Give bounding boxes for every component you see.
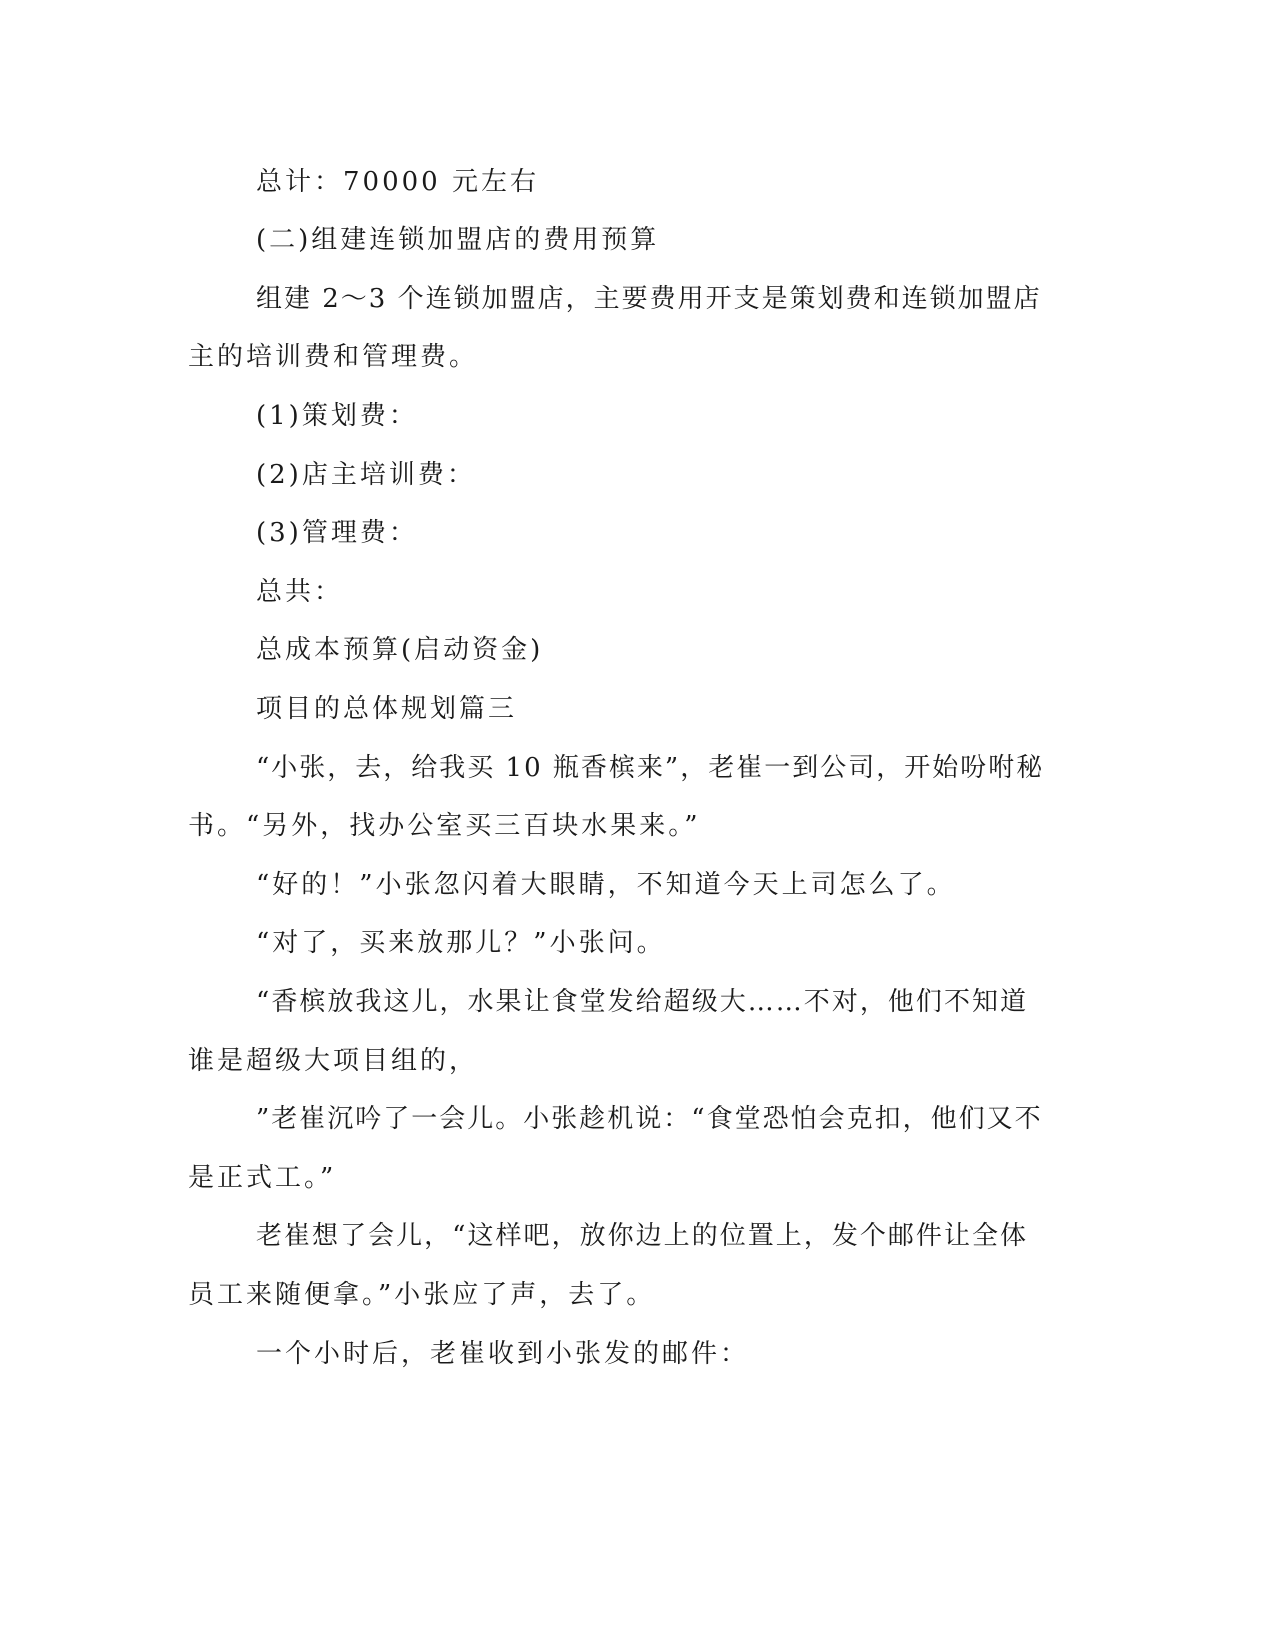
paragraph-line: “小张，去，给我买 10 瓶香槟来”，老崔一到公司，开始吩咐秘 xyxy=(256,753,1045,783)
paragraph-line: 书。“另外，找办公室买三百块水果来。” xyxy=(188,811,701,841)
list-item: (2)店主培训费： xyxy=(256,460,476,490)
list-item: (1)策划费： xyxy=(256,401,418,431)
paragraph-line: “好的！”小张忽闪着大眼睛，不知道今天上司怎么了。 xyxy=(256,870,956,900)
paragraph-line: 主的培训费和管理费。 xyxy=(188,342,479,372)
list-item: (3)管理费： xyxy=(256,518,418,548)
paragraph-line: 老崔想了会儿，“这样吧，放你边上的位置上，发个邮件让全体 xyxy=(256,1221,1028,1251)
paragraph-line: 组建 2～3 个连锁加盟店，主要费用开支是策划费和连锁加盟店 xyxy=(256,284,1042,314)
total-line: 总计：70000 元左右 xyxy=(256,167,539,197)
paragraph-line: ”老崔沉吟了一会儿。小张趁机说：“食堂恐怕会克扣，他们又不 xyxy=(256,1104,1043,1134)
budget-line: 总成本预算(启动资金) xyxy=(256,635,544,665)
section-title: 项目的总体规划篇三 xyxy=(256,694,518,724)
paragraph-line: 谁是超级大项目组的， xyxy=(188,1046,479,1076)
paragraph-line: 是正式工。” xyxy=(188,1163,337,1193)
total-line: 总共： xyxy=(256,577,344,607)
paragraph-line: 员工来随便拿。”小张应了声，去了。 xyxy=(188,1280,656,1310)
paragraph-line: “香槟放我这儿，水果让食堂发给超级大……不对，他们不知道 xyxy=(256,987,1028,1017)
paragraph-line: “对了，买来放那儿？”小张问。 xyxy=(256,928,666,958)
paragraph-line: 一个小时后，老崔收到小张发的邮件： xyxy=(256,1339,750,1369)
section-heading: (二)组建连锁加盟店的费用预算 xyxy=(256,225,660,255)
